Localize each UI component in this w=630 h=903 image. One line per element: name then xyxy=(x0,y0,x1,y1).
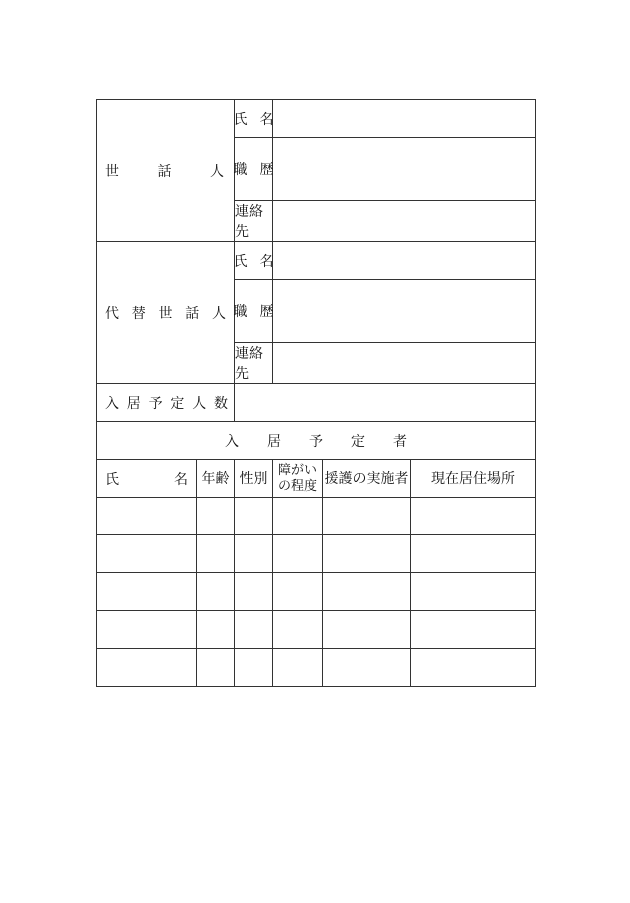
substitute-contact-label: 連絡先 xyxy=(235,343,273,384)
caregiver-char: 人 xyxy=(210,163,224,180)
planned-count-field[interactable] xyxy=(235,384,536,422)
substitute-contact-field[interactable] xyxy=(273,343,536,384)
resident-age-cell[interactable] xyxy=(197,573,235,611)
resident-sex-cell[interactable] xyxy=(235,573,273,611)
caregiver-name-label: 氏 名 xyxy=(235,100,273,138)
resident-name-cell[interactable] xyxy=(97,498,197,535)
resident-support-cell[interactable] xyxy=(323,611,411,649)
resident-disability-cell[interactable] xyxy=(273,573,323,611)
form-table xyxy=(96,99,536,687)
caregiver-contact-label: 連絡先 xyxy=(235,201,273,242)
resident-name-cell[interactable] xyxy=(97,573,197,611)
caregiver-contact-field[interactable] xyxy=(273,201,536,242)
resident-support-cell[interactable] xyxy=(323,573,411,611)
header-disability: 障がい の程度 xyxy=(273,460,323,498)
substitute-career-field[interactable] xyxy=(273,280,536,343)
caregiver-career-label: 職 歴 xyxy=(235,138,273,201)
resident-age-cell[interactable] xyxy=(197,498,235,535)
resident-residence-cell[interactable] xyxy=(411,535,536,573)
resident-support-cell[interactable] xyxy=(323,498,411,535)
caregiver-char: 世 xyxy=(105,163,119,180)
residents-caption: 入 居 予 定 者 xyxy=(97,422,536,460)
resident-name-cell[interactable] xyxy=(97,535,197,573)
resident-sex-cell[interactable] xyxy=(235,535,273,573)
table-row xyxy=(97,649,536,687)
caregiver-group-label xyxy=(97,100,235,242)
resident-name-cell[interactable] xyxy=(97,649,197,687)
header-name: 氏 名 xyxy=(97,460,197,498)
planned-count-label: 入 居 予 定 人 数 xyxy=(97,384,235,422)
resident-age-cell[interactable] xyxy=(197,611,235,649)
table-row xyxy=(97,611,536,649)
substitute-name-label: 氏 名 xyxy=(235,242,273,280)
resident-name-cell[interactable] xyxy=(97,611,197,649)
resident-disability-cell[interactable] xyxy=(273,649,323,687)
resident-plan-form xyxy=(96,99,535,680)
substitute-caregiver-group-label: 代 替 世 話 人 xyxy=(97,242,235,384)
table-row xyxy=(97,535,536,573)
caregiver-career-field[interactable] xyxy=(273,138,536,201)
resident-age-cell[interactable] xyxy=(197,649,235,687)
caregiver-char: 話 xyxy=(157,163,172,180)
resident-residence-cell[interactable] xyxy=(411,611,536,649)
caregiver-name-field[interactable] xyxy=(273,100,536,138)
resident-sex-cell[interactable] xyxy=(235,498,273,535)
resident-residence-cell[interactable] xyxy=(411,573,536,611)
resident-disability-cell[interactable] xyxy=(273,498,323,535)
substitute-career-label: 職 歴 xyxy=(235,280,273,343)
resident-support-cell[interactable] xyxy=(323,649,411,687)
resident-disability-cell[interactable] xyxy=(273,611,323,649)
header-support: 援護の実施者 xyxy=(323,460,411,498)
resident-residence-cell[interactable] xyxy=(411,498,536,535)
resident-support-cell[interactable] xyxy=(323,535,411,573)
resident-disability-cell[interactable] xyxy=(273,535,323,573)
table-row xyxy=(97,498,536,535)
resident-sex-cell[interactable] xyxy=(235,649,273,687)
resident-sex-cell[interactable] xyxy=(235,611,273,649)
table-row xyxy=(97,573,536,611)
header-sex: 性別 xyxy=(235,460,273,498)
header-age: 年齢 xyxy=(197,460,235,498)
substitute-name-field[interactable] xyxy=(273,242,536,280)
header-residence: 現在居住場所 xyxy=(411,460,536,498)
resident-residence-cell[interactable] xyxy=(411,649,536,687)
resident-age-cell[interactable] xyxy=(197,535,235,573)
